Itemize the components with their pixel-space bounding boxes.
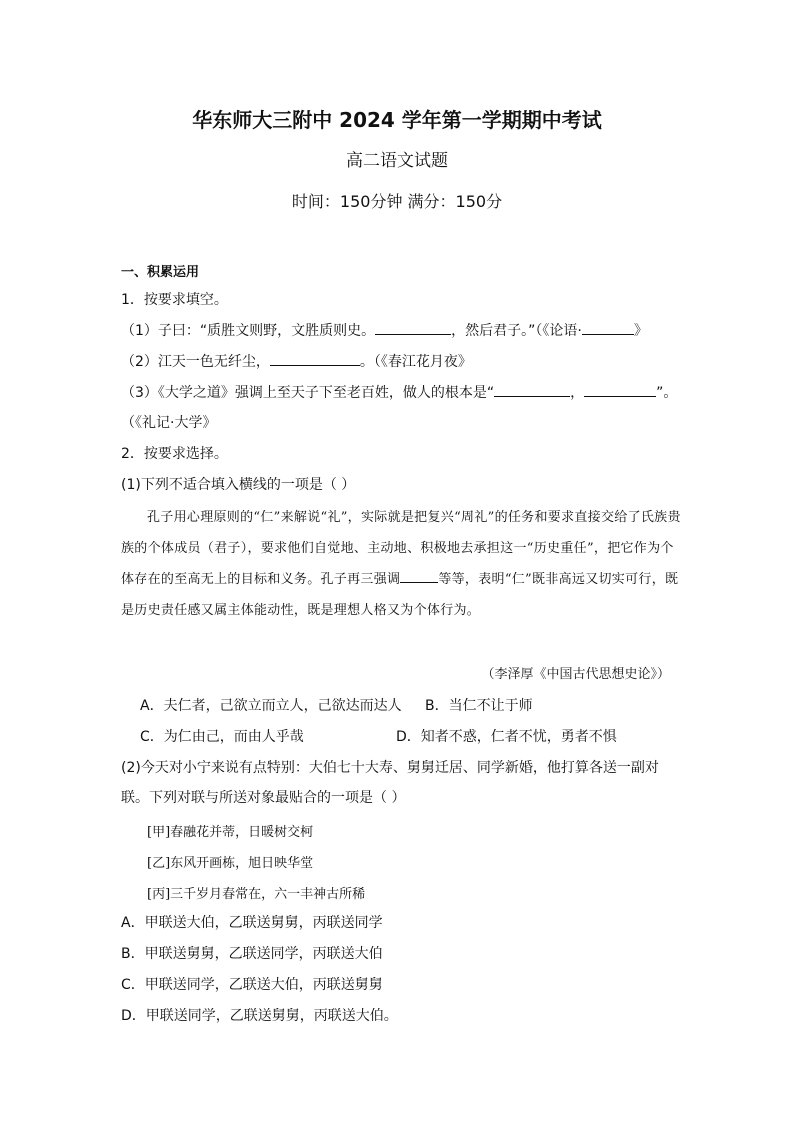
option-2-c[interactable]: C．甲联送同学，乙联送大伯，丙联送舅舅	[121, 977, 383, 993]
answer-blank[interactable]	[494, 382, 570, 397]
question-2-prompt: 2．按要求选择。	[121, 446, 228, 462]
option-1-c[interactable]: C．为仁由己，而由人乎哉	[140, 729, 304, 745]
exam-subtitle: 高二语文试题	[346, 151, 448, 171]
option-2-d[interactable]: D．甲联送同学，乙联送舅舅，丙联送大伯。	[121, 1008, 398, 1024]
section-heading: 一、积累运用	[121, 265, 200, 280]
answer-blank[interactable]	[375, 320, 451, 335]
item-1-text-a: （1）子曰：“质胜文则野，文胜质则史。	[121, 323, 376, 339]
passage-blank	[400, 568, 438, 583]
passage-text-a: 孔子用心理原则的“仁”来解说“礼”，实际就是把复兴“周礼”的任务和要求直接交给了氏族贵族的个体成员（君子），要求他们自觉地、主动地、积极地去承担这一“历史重任”，把它作为个体存在的至高无上的目标和义务。孔子再三强调	[121, 510, 681, 587]
exam-time-info: 时间：150分钟 满分：150分	[291, 192, 503, 211]
option-1-d[interactable]: D．知者不惑，仁者不忧，勇者不惧	[396, 729, 617, 745]
sub-question-1-prompt: (1)下列不适合填入横线的一项是（ ）	[121, 477, 356, 493]
passage-text-b: 等等，表明“仁”既非高远又切实可行，既是历史责任感又属主体能动性，既是理想人格又为个体行为。	[121, 572, 679, 618]
item-3-text-b: ，	[570, 385, 585, 401]
sub-question-2-prompt-line1: (2)今天对小宁来说有点特别：大伯七十大寿、舅舅迁居、同学新婚，他打算各送一副对	[121, 760, 659, 776]
couplet-jia: [甲]春融花并蒂，日暖树交柯	[147, 825, 314, 840]
item-2-text-a: （2）江天一色无纤尘，	[121, 354, 270, 370]
question-1-item-2	[121, 351, 472, 372]
exam-title: 华东师大三附中 2024 学年第一学期期中考试	[192, 108, 602, 132]
answer-blank[interactable]	[270, 351, 360, 366]
item-2-text-b: 。（《春江花月夜》	[359, 354, 472, 370]
answer-blank[interactable]	[582, 320, 634, 335]
item-3-text-a: （3）《大学之道》强调上至天子下至老百姓，做人的根本是“	[121, 385, 495, 401]
option-2-b[interactable]: B．甲联送舅舅，乙联送同学，丙联送大伯	[121, 946, 383, 962]
reading-passage	[121, 502, 681, 626]
option-2-a[interactable]: A．甲联送大伯，乙联送舅舅，丙联送同学	[121, 915, 383, 931]
sub-question-2-prompt-line2: 联。下列对联与所送对象最贴合的一项是（ ）	[121, 790, 406, 806]
item-1-text-b: ，然后君子。”（《论语·	[451, 323, 582, 339]
couplet-bing: [丙]三千岁月春常在，六一丰神古所稀	[147, 887, 366, 902]
passage-source: （李泽厚《中国古代思想史论》）	[481, 667, 670, 682]
question-1-item-3	[121, 382, 677, 403]
item-3-text-c: ”。	[656, 385, 678, 401]
option-1-a[interactable]: A．夫仁者，己欲立而立人，己欲达而达人	[140, 698, 402, 714]
item-1-text-c: 》	[633, 323, 648, 339]
answer-blank[interactable]	[584, 382, 656, 397]
couplet-yi: [乙]东风开画栋，旭日映华堂	[147, 856, 314, 871]
item-3-source: （《礼记·大学》	[121, 415, 217, 431]
question-1-prompt: 1．按要求填空。	[121, 292, 228, 308]
option-1-b[interactable]: B．当仁不让于师	[425, 698, 533, 714]
question-1-item-1	[121, 320, 648, 341]
